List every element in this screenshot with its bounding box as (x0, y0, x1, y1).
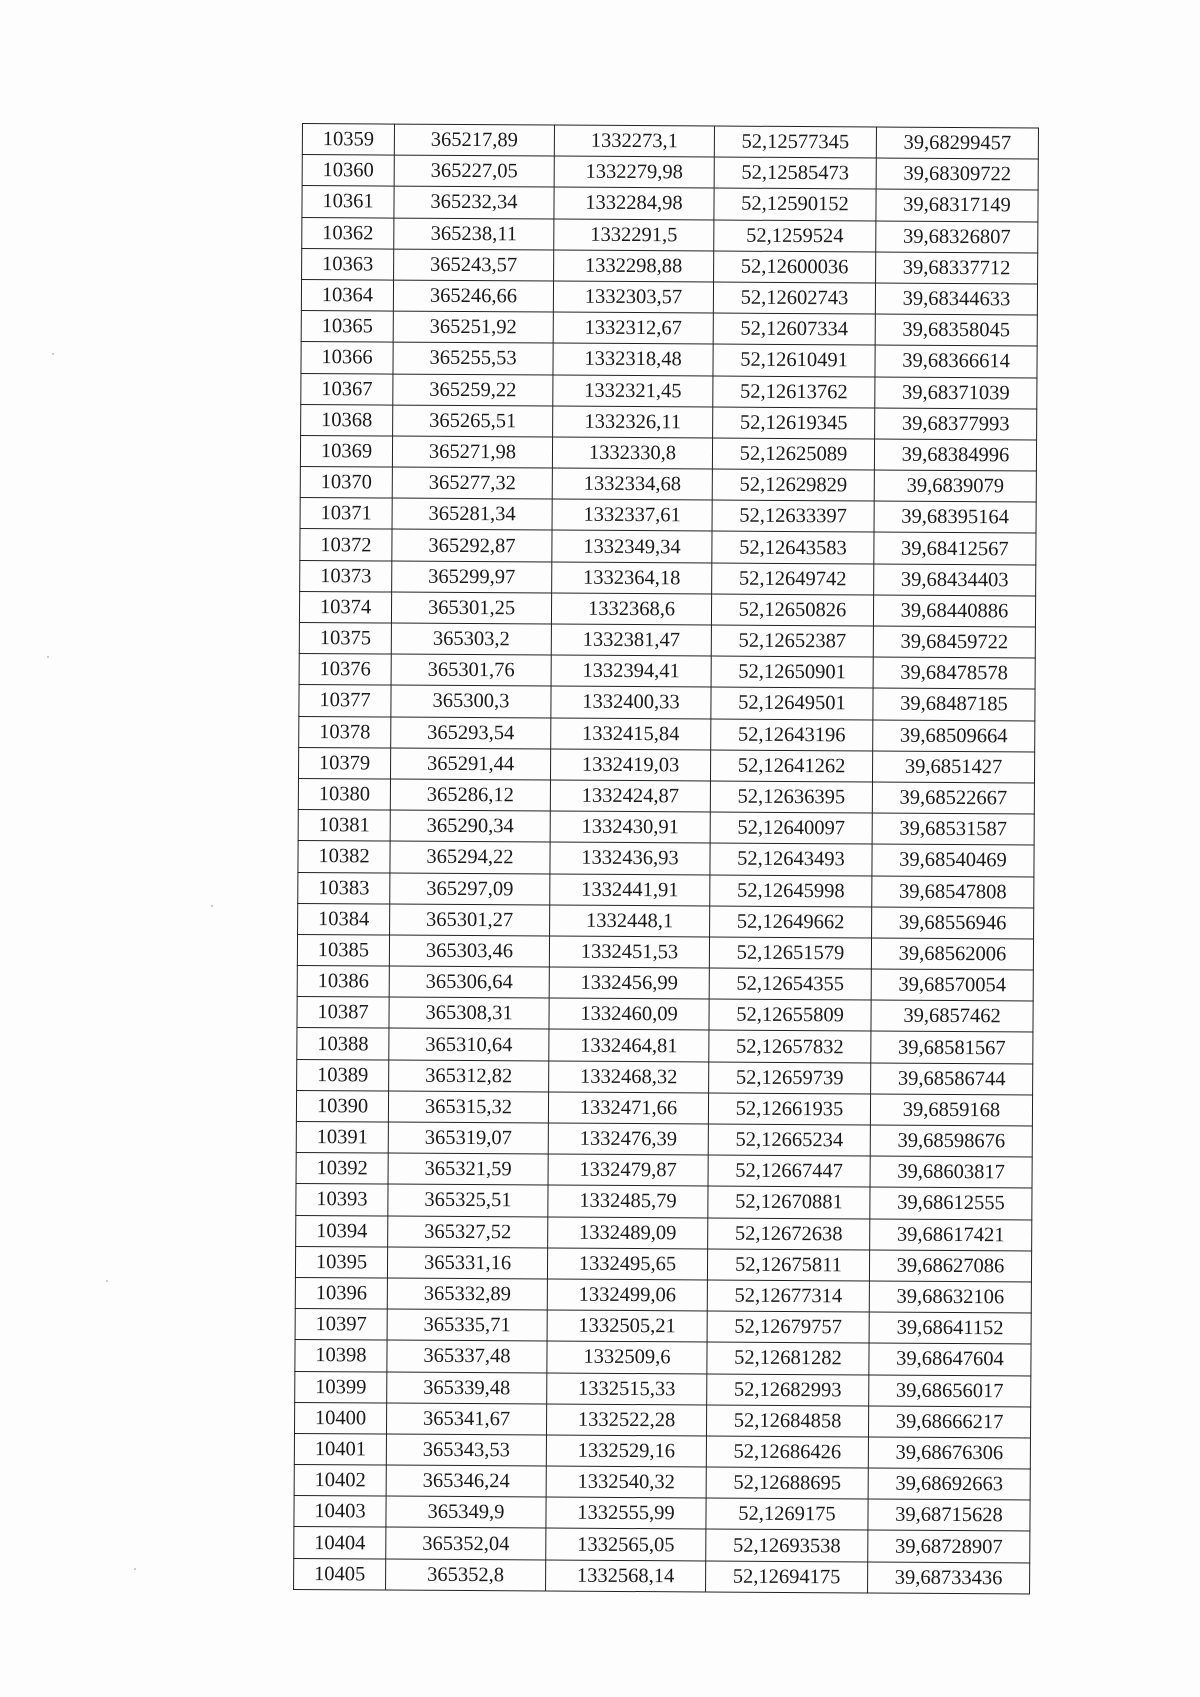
x-coordinate-cell: 365327,52 (388, 1216, 548, 1248)
y-coordinate-cell: 1332394,41 (551, 655, 711, 687)
x-coordinate-cell: 365352,8 (386, 1559, 546, 1591)
scan-speck (106, 1280, 108, 1282)
latitude-cell: 52,12667447 (708, 1155, 870, 1187)
coordinates-table (293, 123, 1039, 1594)
longitude-cell: 39,68612555 (870, 1187, 1032, 1219)
latitude-cell: 52,12640097 (710, 812, 872, 844)
table-row (298, 747, 1034, 783)
point-number-cell: 10403 (294, 1496, 386, 1528)
x-coordinate-cell: 365246,66 (393, 280, 553, 312)
y-coordinate-cell: 1332436,93 (550, 842, 710, 874)
table-row (301, 404, 1037, 440)
y-coordinate-cell: 1332451,53 (549, 936, 709, 968)
longitude-cell: 39,68666217 (868, 1406, 1030, 1438)
latitude-cell: 52,12633397 (712, 500, 874, 532)
point-number-cell: 10405 (294, 1558, 386, 1590)
point-number-cell: 10374 (299, 591, 391, 623)
x-coordinate-cell: 365306,64 (389, 966, 549, 998)
x-coordinate-cell: 365251,92 (393, 311, 553, 343)
x-coordinate-cell: 365300,3 (391, 685, 551, 717)
point-number-cell: 10362 (302, 217, 394, 249)
y-coordinate-cell: 1332555,99 (546, 1497, 706, 1529)
longitude-cell: 39,68603817 (870, 1156, 1032, 1188)
x-coordinate-cell: 365325,51 (388, 1184, 548, 1216)
point-number-cell: 10366 (301, 342, 393, 374)
point-number-cell: 10404 (294, 1527, 386, 1559)
y-coordinate-cell: 1332321,45 (553, 375, 713, 407)
table-row (297, 997, 1033, 1033)
latitude-cell: 52,12693538 (706, 1529, 868, 1561)
table-row (294, 1465, 1030, 1501)
longitude-cell: 39,68371039 (875, 377, 1037, 409)
y-coordinate-cell: 1332485,79 (548, 1185, 708, 1217)
table-row (301, 279, 1037, 315)
point-number-cell: 10369 (300, 435, 392, 467)
latitude-cell: 52,12654355 (709, 968, 871, 1000)
table-row (300, 435, 1036, 471)
point-number-cell: 10361 (302, 186, 394, 218)
scan-speck (47, 656, 49, 658)
point-number-cell: 10391 (296, 1121, 388, 1153)
x-coordinate-cell: 365339,48 (387, 1372, 547, 1404)
x-coordinate-cell: 365310,64 (389, 1028, 549, 1060)
point-number-cell: 10385 (297, 934, 389, 966)
point-number-cell: 10387 (297, 997, 389, 1029)
scan-speck (52, 353, 54, 355)
point-number-cell: 10402 (294, 1465, 386, 1497)
x-coordinate-cell: 365303,46 (389, 935, 549, 967)
longitude-cell: 39,68509664 (873, 720, 1035, 752)
point-number-cell: 10380 (298, 778, 390, 810)
latitude-cell: 52,12651579 (709, 937, 871, 969)
table-row (298, 778, 1034, 814)
longitude-cell: 39,68547808 (872, 875, 1034, 907)
longitude-cell: 39,68581567 (871, 1031, 1033, 1063)
point-number-cell: 10373 (300, 560, 392, 592)
latitude-cell: 52,12659739 (709, 1062, 871, 1094)
table-row (296, 1215, 1032, 1251)
y-coordinate-cell: 1332326,11 (553, 406, 713, 438)
point-number-cell: 10400 (294, 1402, 386, 1434)
table-row (299, 685, 1035, 721)
point-number-cell: 10392 (296, 1153, 388, 1185)
x-coordinate-cell: 365286,12 (390, 779, 550, 811)
longitude-cell: 39,6851427 (872, 751, 1034, 783)
latitude-cell: 52,12688695 (706, 1467, 868, 1499)
point-number-cell: 10367 (301, 373, 393, 405)
table-row (302, 186, 1038, 222)
longitude-cell: 39,68586744 (871, 1063, 1033, 1095)
y-coordinate-cell: 1332471,66 (548, 1092, 708, 1124)
x-coordinate-cell: 365238,11 (394, 218, 554, 250)
point-number-cell: 10397 (295, 1309, 387, 1341)
y-coordinate-cell: 1332505,21 (547, 1310, 707, 1342)
point-number-cell: 10377 (299, 685, 391, 717)
point-number-cell: 10388 (297, 1028, 389, 1060)
longitude-cell: 39,6839079 (874, 470, 1036, 502)
x-coordinate-cell: 365319,07 (388, 1122, 548, 1154)
longitude-cell: 39,68299457 (876, 127, 1038, 159)
latitude-cell: 52,12650826 (711, 594, 873, 626)
longitude-cell: 39,68632106 (869, 1281, 1031, 1313)
y-coordinate-cell: 1332279,98 (554, 156, 714, 188)
latitude-cell: 52,1259524 (714, 220, 876, 252)
table-row (302, 248, 1038, 284)
latitude-cell: 52,12675811 (707, 1249, 869, 1281)
x-coordinate-cell: 365293,54 (391, 717, 551, 749)
longitude-cell: 39,68641152 (869, 1312, 1031, 1344)
latitude-cell: 52,12590152 (714, 188, 876, 220)
latitude-cell: 52,12629829 (712, 469, 874, 501)
latitude-cell: 52,12602743 (713, 282, 875, 314)
y-coordinate-cell: 1332419,03 (550, 749, 710, 781)
table-row (295, 1371, 1031, 1407)
latitude-cell: 52,12649501 (711, 687, 873, 719)
table-row (295, 1309, 1031, 1345)
x-coordinate-cell: 365346,24 (386, 1465, 546, 1497)
latitude-cell: 52,12600036 (714, 251, 876, 283)
longitude-cell: 39,68395164 (874, 501, 1036, 533)
latitude-cell: 52,12643583 (712, 531, 874, 563)
table-row (301, 311, 1037, 347)
latitude-cell: 52,12686426 (706, 1436, 868, 1468)
y-coordinate-cell: 1332565,05 (546, 1528, 706, 1560)
longitude-cell: 39,68676306 (868, 1437, 1030, 1469)
y-coordinate-cell: 1332349,34 (552, 530, 712, 562)
longitude-cell: 39,68412567 (874, 532, 1036, 564)
point-number-cell: 10372 (300, 529, 392, 561)
x-coordinate-cell: 365332,89 (387, 1278, 547, 1310)
x-coordinate-cell: 365308,31 (389, 997, 549, 1029)
x-coordinate-cell: 365337,48 (387, 1340, 547, 1372)
x-coordinate-cell: 365217,89 (394, 124, 554, 156)
table-row (300, 467, 1036, 503)
x-coordinate-cell: 365243,57 (394, 249, 554, 281)
x-coordinate-cell: 365292,87 (392, 529, 552, 561)
table-row (297, 934, 1033, 970)
latitude-cell: 52,12649662 (710, 906, 872, 938)
longitude-cell: 39,68366614 (875, 345, 1037, 377)
x-coordinate-cell: 365259,22 (393, 374, 553, 406)
y-coordinate-cell: 1332499,06 (547, 1279, 707, 1311)
point-number-cell: 10368 (301, 404, 393, 436)
table-row (301, 342, 1037, 378)
y-coordinate-cell: 1332381,47 (551, 624, 711, 656)
latitude-cell: 52,12665234 (708, 1124, 870, 1156)
longitude-cell: 39,68627086 (869, 1250, 1031, 1282)
longitude-cell: 39,68522667 (872, 782, 1034, 814)
point-number-cell: 10383 (298, 872, 390, 904)
y-coordinate-cell: 1332529,16 (546, 1435, 706, 1467)
y-coordinate-cell: 1332430,91 (550, 811, 710, 843)
latitude-cell: 52,12694175 (706, 1561, 868, 1593)
longitude-cell: 39,68344633 (875, 283, 1037, 315)
y-coordinate-cell: 1332515,33 (547, 1373, 707, 1405)
y-coordinate-cell: 1332468,32 (549, 1061, 709, 1093)
table-row (298, 903, 1034, 939)
longitude-cell: 39,68440886 (873, 595, 1035, 627)
latitude-cell: 52,12682993 (707, 1373, 869, 1405)
latitude-cell: 52,12657832 (709, 1030, 871, 1062)
x-coordinate-cell: 365343,53 (386, 1434, 546, 1466)
y-coordinate-cell: 1332568,14 (546, 1560, 706, 1592)
latitude-cell: 52,12610491 (713, 344, 875, 376)
y-coordinate-cell: 1332364,18 (552, 562, 712, 594)
table-row (298, 810, 1034, 846)
coordinates-table-body (294, 124, 1039, 1594)
point-number-cell: 10376 (299, 654, 391, 686)
point-number-cell: 10365 (301, 311, 393, 343)
table-row (294, 1402, 1030, 1438)
longitude-cell: 39,68478578 (873, 657, 1035, 689)
longitude-cell: 39,68562006 (871, 938, 1033, 970)
table-row (297, 1028, 1033, 1064)
x-coordinate-cell: 365331,16 (387, 1247, 547, 1279)
y-coordinate-cell: 1332456,99 (549, 967, 709, 999)
table-row (296, 1153, 1032, 1189)
y-coordinate-cell: 1332540,32 (546, 1466, 706, 1498)
table-row (295, 1246, 1031, 1282)
y-coordinate-cell: 1332448,1 (550, 905, 710, 937)
latitude-cell: 52,12636395 (710, 781, 872, 813)
y-coordinate-cell: 1332337,61 (552, 499, 712, 531)
latitude-cell: 52,12684858 (706, 1405, 868, 1437)
y-coordinate-cell: 1332489,09 (548, 1217, 708, 1249)
table-row (298, 841, 1034, 877)
longitude-cell: 39,68337712 (876, 252, 1038, 284)
y-coordinate-cell: 1332312,67 (553, 312, 713, 344)
latitude-cell: 52,12652387 (711, 625, 873, 657)
table-row (299, 654, 1035, 690)
x-coordinate-cell: 365277,32 (392, 467, 552, 499)
y-coordinate-cell: 1332273,1 (554, 125, 714, 157)
table-row (300, 560, 1036, 596)
table-row (300, 498, 1036, 534)
point-number-cell: 10395 (295, 1246, 387, 1278)
y-coordinate-cell: 1332424,87 (550, 780, 710, 812)
point-number-cell: 10396 (295, 1277, 387, 1309)
point-number-cell: 10364 (301, 279, 393, 311)
latitude-cell: 52,12681282 (707, 1342, 869, 1374)
x-coordinate-cell: 365232,34 (394, 186, 554, 218)
latitude-cell: 52,12625089 (712, 438, 874, 470)
point-number-cell: 10382 (298, 841, 390, 873)
y-coordinate-cell: 1332522,28 (546, 1404, 706, 1436)
table-row (302, 124, 1038, 160)
y-coordinate-cell: 1332291,5 (554, 219, 714, 251)
latitude-cell: 52,12679757 (707, 1311, 869, 1343)
longitude-cell: 39,68715628 (868, 1499, 1030, 1531)
x-coordinate-cell: 365290,34 (390, 810, 550, 842)
latitude-cell: 52,12643196 (711, 719, 873, 751)
x-coordinate-cell: 365265,51 (393, 405, 553, 437)
x-coordinate-cell: 365341,67 (386, 1403, 546, 1435)
table-row (302, 217, 1038, 253)
y-coordinate-cell: 1332415,84 (551, 718, 711, 750)
latitude-cell: 52,12677314 (707, 1280, 869, 1312)
x-coordinate-cell: 365301,76 (391, 654, 551, 686)
x-coordinate-cell: 365312,82 (389, 1060, 549, 1092)
point-number-cell: 10399 (295, 1371, 387, 1403)
latitude-cell: 52,12585473 (714, 157, 876, 189)
point-number-cell: 10359 (302, 124, 394, 156)
x-coordinate-cell: 365255,53 (393, 342, 553, 374)
latitude-cell: 52,12645998 (710, 875, 872, 907)
x-coordinate-cell: 365301,25 (391, 592, 551, 624)
longitude-cell: 39,68309722 (876, 158, 1038, 190)
x-coordinate-cell: 365271,98 (392, 436, 552, 468)
table-row (294, 1527, 1030, 1563)
table-row (294, 1558, 1030, 1594)
latitude-cell: 52,12613762 (713, 376, 875, 408)
latitude-cell: 52,12619345 (713, 407, 875, 439)
x-coordinate-cell: 365299,97 (392, 561, 552, 593)
longitude-cell: 39,68733436 (868, 1562, 1030, 1594)
table-row (294, 1433, 1030, 1469)
longitude-cell: 39,68459722 (873, 626, 1035, 658)
longitude-cell: 39,68377993 (875, 408, 1037, 440)
y-coordinate-cell: 1332334,68 (552, 468, 712, 500)
longitude-cell: 39,68598676 (870, 1125, 1032, 1157)
y-coordinate-cell: 1332479,87 (548, 1154, 708, 1186)
y-coordinate-cell: 1332318,48 (553, 343, 713, 375)
x-coordinate-cell: 365227,05 (394, 155, 554, 187)
latitude-cell: 52,12641262 (710, 750, 872, 782)
table-row (297, 966, 1033, 1002)
x-coordinate-cell: 365301,27 (390, 904, 550, 936)
latitude-cell: 52,12672638 (708, 1218, 870, 1250)
y-coordinate-cell: 1332303,57 (553, 281, 713, 313)
latitude-cell: 52,12650901 (711, 656, 873, 688)
latitude-cell: 52,12643493 (710, 843, 872, 875)
point-number-cell: 10375 (299, 622, 391, 654)
x-coordinate-cell: 365294,22 (390, 841, 550, 873)
y-coordinate-cell: 1332298,88 (554, 250, 714, 282)
longitude-cell: 39,68656017 (869, 1374, 1031, 1406)
x-coordinate-cell: 365349,9 (386, 1496, 546, 1528)
point-number-cell: 10370 (300, 467, 392, 499)
y-coordinate-cell: 1332476,39 (548, 1123, 708, 1155)
x-coordinate-cell: 365303,2 (391, 623, 551, 655)
latitude-cell: 52,12655809 (709, 999, 871, 1031)
table-row (299, 591, 1035, 627)
longitude-cell: 39,68434403 (874, 564, 1036, 596)
point-number-cell: 10363 (302, 248, 394, 280)
table-row (295, 1340, 1031, 1376)
longitude-cell: 39,68617421 (870, 1219, 1032, 1251)
point-number-cell: 10401 (294, 1433, 386, 1465)
table-row (299, 622, 1035, 658)
point-number-cell: 10394 (296, 1215, 388, 1247)
scan-speck (134, 1568, 136, 1570)
table-row (296, 1184, 1032, 1220)
x-coordinate-cell: 365291,44 (390, 748, 550, 780)
x-coordinate-cell: 365281,34 (392, 498, 552, 530)
table-row (300, 529, 1036, 565)
point-number-cell: 10371 (300, 498, 392, 530)
table-row (297, 1059, 1033, 1095)
x-coordinate-cell: 365335,71 (387, 1309, 547, 1341)
longitude-cell: 39,68317149 (876, 189, 1038, 221)
longitude-cell: 39,6859168 (870, 1094, 1032, 1126)
point-number-cell: 10390 (296, 1090, 388, 1122)
longitude-cell: 39,68728907 (868, 1530, 1030, 1562)
table-row (296, 1121, 1032, 1157)
table-row (295, 1277, 1031, 1313)
longitude-cell: 39,68531587 (872, 813, 1034, 845)
longitude-cell: 39,68540469 (872, 844, 1034, 876)
latitude-cell: 52,12649742 (712, 563, 874, 595)
longitude-cell: 39,68570054 (871, 969, 1033, 1001)
y-coordinate-cell: 1332330,8 (552, 437, 712, 469)
point-number-cell: 10386 (297, 966, 389, 998)
x-coordinate-cell: 365315,32 (388, 1091, 548, 1123)
y-coordinate-cell: 1332495,65 (547, 1248, 707, 1280)
y-coordinate-cell: 1332368,6 (551, 593, 711, 625)
y-coordinate-cell: 1332460,09 (549, 998, 709, 1030)
x-coordinate-cell: 365321,59 (388, 1153, 548, 1185)
y-coordinate-cell: 1332400,33 (551, 686, 711, 718)
y-coordinate-cell: 1332464,81 (549, 1029, 709, 1061)
scan-speck (211, 905, 213, 907)
longitude-cell: 39,68692663 (868, 1468, 1030, 1500)
x-coordinate-cell: 365297,09 (390, 873, 550, 905)
latitude-cell: 52,12577345 (714, 126, 876, 158)
latitude-cell: 52,12670881 (708, 1186, 870, 1218)
longitude-cell: 39,6857462 (871, 1000, 1033, 1032)
y-coordinate-cell: 1332441,91 (550, 874, 710, 906)
y-coordinate-cell: 1332284,98 (554, 187, 714, 219)
point-number-cell: 10379 (298, 747, 390, 779)
point-number-cell: 10378 (299, 716, 391, 748)
latitude-cell: 52,12607334 (713, 313, 875, 345)
x-coordinate-cell: 365352,04 (386, 1527, 546, 1559)
point-number-cell: 10360 (302, 155, 394, 187)
point-number-cell: 10384 (298, 903, 390, 935)
table-row (294, 1496, 1030, 1532)
point-number-cell: 10398 (295, 1340, 387, 1372)
table-row (296, 1090, 1032, 1126)
y-coordinate-cell: 1332509,6 (547, 1341, 707, 1373)
longitude-cell: 39,68647604 (869, 1343, 1031, 1375)
table-row (302, 155, 1038, 191)
point-number-cell: 10393 (296, 1184, 388, 1216)
longitude-cell: 39,68556946 (872, 907, 1034, 939)
longitude-cell: 39,68358045 (875, 314, 1037, 346)
point-number-cell: 10381 (298, 810, 390, 842)
point-number-cell: 10389 (297, 1059, 389, 1091)
latitude-cell: 52,1269175 (706, 1498, 868, 1530)
longitude-cell: 39,68326807 (876, 221, 1038, 253)
latitude-cell: 52,12661935 (708, 1093, 870, 1125)
table-row (299, 716, 1035, 752)
table-row (301, 373, 1037, 409)
table-row (298, 872, 1034, 908)
longitude-cell: 39,68384996 (874, 439, 1036, 471)
longitude-cell: 39,68487185 (873, 688, 1035, 720)
